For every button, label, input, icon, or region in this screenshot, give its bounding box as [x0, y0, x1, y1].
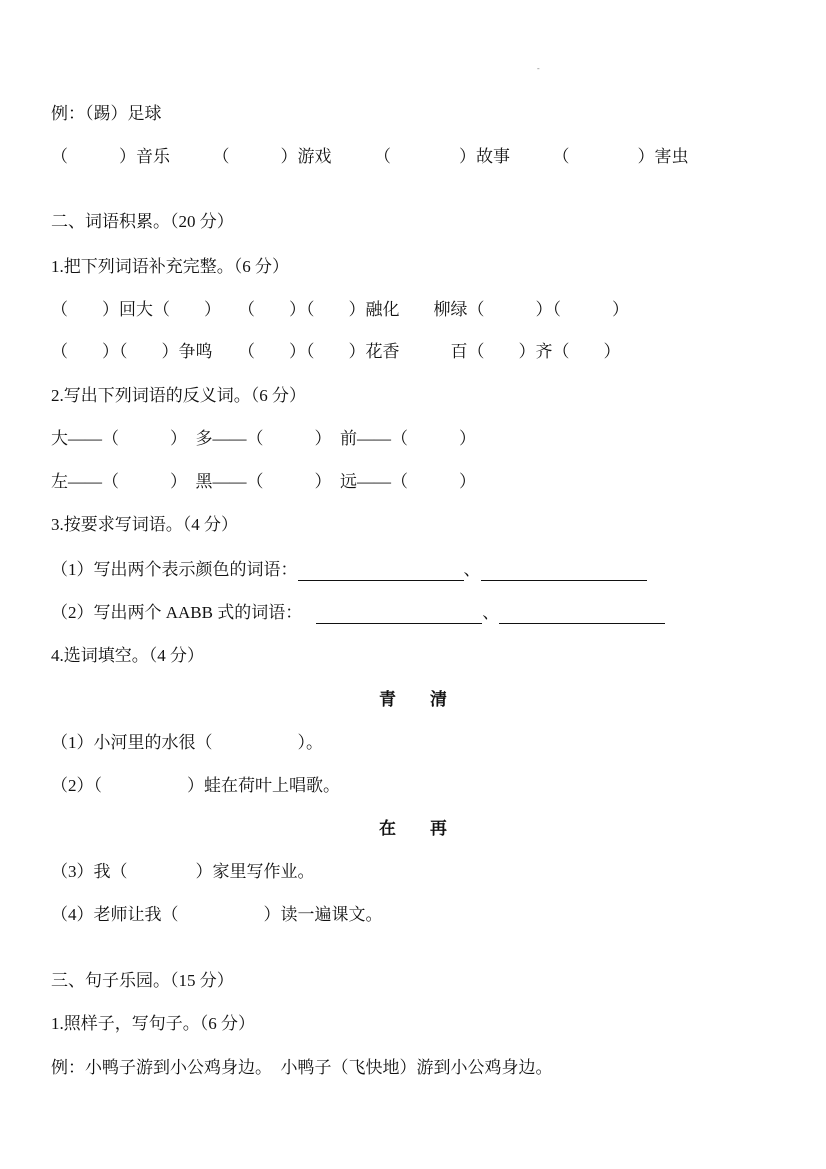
question-1: 1.把下列词语补充完整。（6 分） [51, 257, 289, 276]
sentence-example: 例：小鸭子游到小公鸡身边。 小鸭子（飞快地）游到小公鸡身边。 [51, 1058, 553, 1077]
example-line: 例：（踢）足球 [51, 104, 162, 123]
question-2-row-2: 左——（ ） 黑——（ ） 远——（ ） [51, 472, 476, 491]
answer-blank[interactable] [298, 563, 464, 581]
question-4-item-4: （4）老师让我（ ）读一遍课文。 [51, 905, 383, 924]
answer-blank[interactable] [499, 606, 665, 624]
question-1-row-2: （ ）（ ）争鸣 （ ）（ ）花香 百（ ）齐（ ） [51, 342, 621, 361]
sentence-question-1: 1.照样子，写句子。（6 分） [51, 1014, 255, 1033]
question-3-item-2-text: （2）写出两个 AABB 式的词语： [51, 603, 303, 622]
question-2-row-1: 大——（ ） 多——（ ） 前——（ ） [51, 429, 476, 448]
question-3: 3.按要求写词语。（4 分） [51, 515, 238, 534]
answer-blank[interactable] [481, 563, 647, 581]
question-4: 4.选词填空。（4 分） [51, 646, 204, 665]
word-choice-2: 在 再 [379, 819, 447, 838]
question-1-row-1: （ ）回大（ ） （ ）（ ）融化 柳绿（ ）（ ） [51, 300, 629, 319]
fill-line: （ ）音乐 （ ）游戏 （ ）故事 （ ）害虫 [51, 147, 689, 166]
separator: 、 [463, 560, 481, 579]
question-4-item-3: （3）我（ ）家里写作业。 [51, 862, 315, 881]
header-mark: - [537, 64, 540, 73]
answer-blank[interactable] [316, 606, 482, 624]
question-4-item-2: （2）（ ）蛙在荷叶上唱歌。 [51, 776, 340, 795]
question-3-item-1 [51, 559, 647, 581]
separator: 、 [482, 603, 500, 622]
question-4-item-1: （1）小河里的水很（ ）。 [51, 733, 323, 752]
word-choice-1: 青 清 [379, 690, 447, 709]
question-3-item-1-text: （1）写出两个表示颜色的词语： [51, 560, 298, 579]
question-3-item-2 [51, 602, 665, 624]
section-2-heading: 二、词语积累。（20 分） [51, 212, 234, 231]
section-3-heading: 三、句子乐园。（15 分） [51, 971, 234, 990]
question-2: 2.写出下列词语的反义词。（6 分） [51, 386, 306, 405]
